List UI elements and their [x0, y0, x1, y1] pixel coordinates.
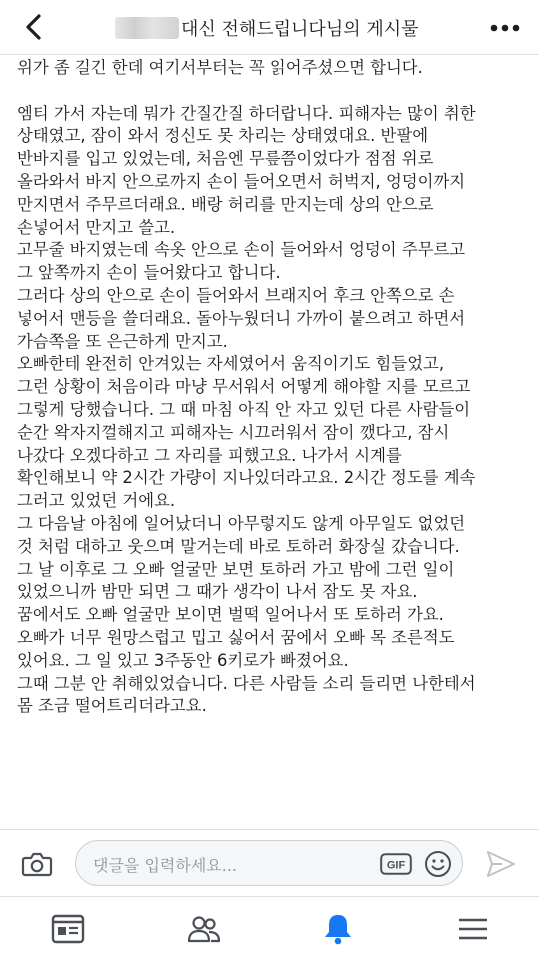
send-icon[interactable] [486, 850, 516, 878]
tab-friends[interactable] [158, 897, 248, 961]
post-line: 나갔다 오겠다하고 그 자리를 피했고요. 나가서 시계를 [17, 445, 402, 465]
post-line: 만지면서 주무르더래요. 배랑 허리를 만지는데 상의 안으로 [17, 194, 434, 214]
friends-icon [187, 912, 221, 946]
emoji-icon[interactable] [424, 850, 452, 878]
menu-icon [456, 912, 490, 946]
post-line: 엠티 가서 자는데 뭐가 간질간질 하더랍니다. 피해자는 많이 취한 [17, 103, 476, 123]
post-line: 위가 좀 길긴 한데 여기서부터는 꼭 읽어주셨으면 합니다. [17, 58, 423, 77]
news-feed-icon [51, 912, 85, 946]
post-line: 있었으니까 밤만 되면 그 때가 생각이 나서 잠도 못 자요. [17, 582, 418, 602]
notifications-icon [321, 912, 355, 946]
blurred-author-name [115, 17, 179, 39]
post-line: 상태였고, 잠이 와서 정신도 못 차리는 상태였대요. 반팔에 [17, 126, 429, 146]
post-line: 그러고 있었던 거에요. [17, 491, 176, 511]
post-line: 반바지를 입고 있었는데, 처음엔 무릎쯤이었다가 점점 위로 [17, 149, 434, 169]
more-dots-icon[interactable] [489, 18, 521, 38]
post-line: 오빠한테 완전히 안겨있는 자세였어서 움직이기도 힘들었고, [17, 354, 445, 374]
post-line: 확인해보니 약 2시간 가량이 지나있더라고요. 2시간 정도를 계속 [17, 468, 476, 488]
post-line: 그러다 상의 안으로 손이 들어와서 브래지어 후크 안쪽으로 손 [17, 285, 455, 305]
gif-label: GIF [386, 859, 406, 872]
post-line: 꿈에서도 오빠 얼굴만 보이면 벌떡 일어나서 또 토하러 가요. [17, 605, 444, 625]
post-line: 있어요. 그 일 있고 3주동안 6키로가 빠졌어요. [17, 650, 349, 670]
post-title [115, 14, 419, 42]
comment-placeholder: 댓글을 입력하세요... [93, 856, 237, 875]
gif-icon[interactable] [380, 853, 412, 875]
post-line: 오빠가 너무 원망스럽고 밉고 싫어서 꿈에서 오빠 목 조른적도 [17, 627, 455, 647]
tab-notifications[interactable] [292, 897, 382, 961]
tab-news-feed[interactable] [22, 897, 112, 961]
post-line: 것 처럼 대하고 웃으며 말거는데 바로 토하러 화장실 갔습니다. [17, 536, 460, 556]
post-line: 올라와서 바지 안으로까지 손이 들어오면서 허벅지, 엉덩이까지 [17, 171, 466, 191]
post-line: 그런 상황이 처음이라 마냥 무서워서 어떻게 해야할 지를 모르고 [17, 377, 471, 397]
post-line: 그 앞쪽까지 손이 들어왔다고 합니다. [17, 263, 281, 283]
camera-icon[interactable] [21, 850, 53, 878]
post-line [17, 80, 527, 103]
post-body [17, 57, 527, 718]
post-line: 손넣어서 만지고 쓸고. [17, 217, 176, 237]
top-bar [0, 0, 539, 55]
post-line: 그때 그분 안 취해있었습니다. 다른 사람들 소리 들리면 나한테서 [17, 673, 476, 693]
post-line: 순간 왁자지껄해지고 피해자는 시끄러워서 잠이 깼다고, 잠시 [17, 422, 450, 442]
post-line: 그 날 이후로 그 오빠 얼굴만 보면 토하러 가고 밤에 그런 일이 [17, 559, 455, 579]
post-line: 몸 조금 떨어트리더라고요. [17, 696, 207, 716]
comment-input[interactable] [75, 840, 463, 886]
tab-menu[interactable] [427, 897, 517, 961]
post-line: 그렇게 당했습니다. 그 때 마침 아직 안 자고 있던 다른 사람들이 [17, 399, 471, 419]
post-line: 고무줄 바지였는데 속옷 안으로 손이 들어와서 엉덩이 주무르고 [17, 240, 466, 260]
post-line: 넣어서 맨등을 쓸더래요. 돌아누웠더니 가까이 붙으려고 하면서 [17, 308, 466, 328]
page-title: 대신 전해드립니다님의 게시물 [181, 19, 419, 40]
comment-bar [0, 829, 539, 896]
post-line: 가슴쪽을 또 은근하게 만지고. [17, 331, 228, 351]
chevron-left-icon[interactable] [22, 13, 46, 41]
post-line: 그 다음날 아침에 일어났더니 아무렇지도 않게 아무일도 없었던 [17, 513, 466, 533]
bottom-tab-bar [0, 896, 539, 960]
